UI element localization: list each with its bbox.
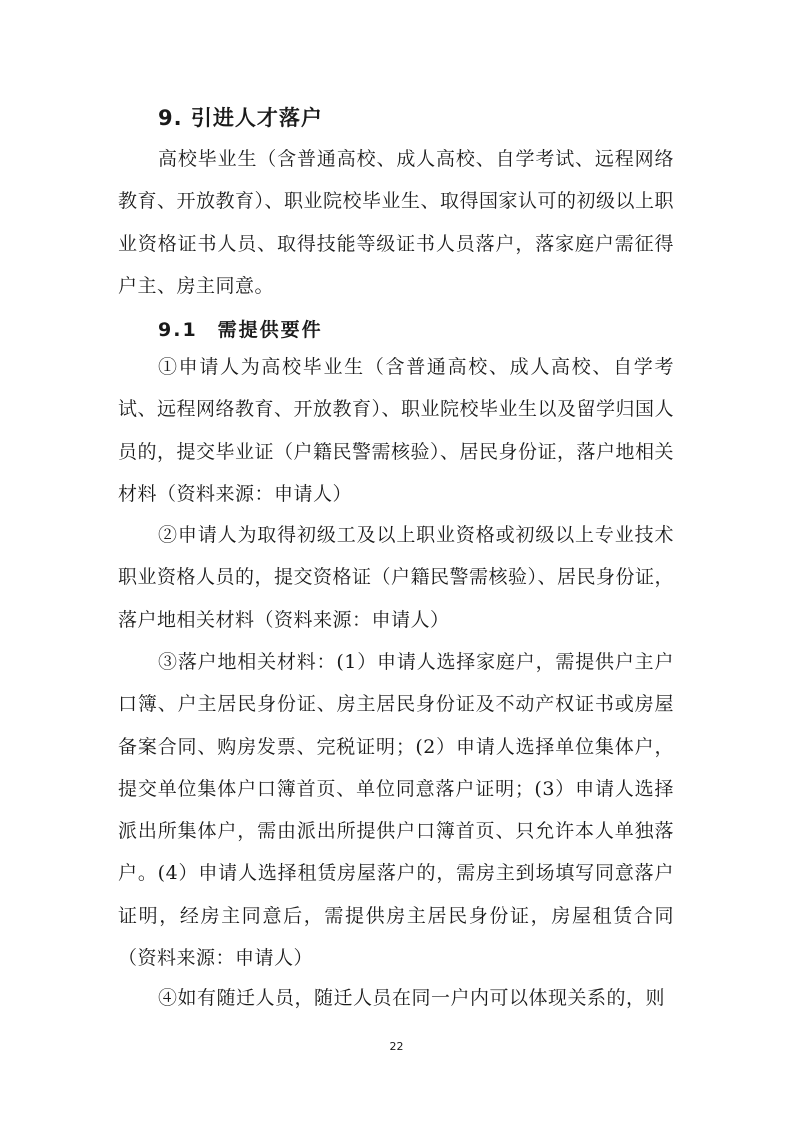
subsection-heading (158, 318, 323, 342)
page-number: 22 (389, 1040, 404, 1053)
requirement-item-1: ①申请人为高校毕业生（含普通高校、成人高校、自学考试、远程网络教育、开放教育）、职业院校毕业生以及留学归国人员的，提交毕业证（户籍民警需核验）、居民身份证，落户地相关材料（资料来源：申请人） (118, 356, 675, 505)
requirement-item-2: ②申请人为取得初级工及以上职业资格或初级以上专业技术职业资格人员的，提交资格证（户籍民警需核验）、居民身份证，落户地相关材料（资料来源：申请人） (118, 524, 675, 631)
subsection-number: 9.1 (158, 319, 198, 341)
requirement-item-4: ④如有随迁人员，随迁人员在同一户内可以体现关系的，则 (158, 987, 666, 1009)
requirement-item-3: ③落户地相关材料：(1）申请人选择家庭户，需提供户主户口簿、户主居民身份证、房主居民身份证及不动产权证书或房屋备案合同、购房发票、完税证明；(2）申请人选择单位集体户，提交单位集体户口簿首页、单位同意落户证明；(3）申请人选择派出所集体户，需由派出所提供户口簿首页、只允许本人单独落户。(4）申请人选择租赁房屋落户的，需房主到场填写同意落户证明，经房主同意后，需提供房主居民身份证，房屋租赁合同（资料来源：申请人） (118, 651, 674, 970)
section-heading: 9. 引进人才落户 (158, 106, 323, 130)
subsection-title: 需提供要件 (217, 319, 323, 341)
intro-paragraph: 高校毕业生（含普通高校、成人高校、自学考试、远程网络教育、开放教育）、职业院校毕业生、取得国家认可的初级以上职业资格证书人员、取得技能等级证书人员落户，落家庭户需征得户主、房主同意。 (118, 148, 675, 297)
